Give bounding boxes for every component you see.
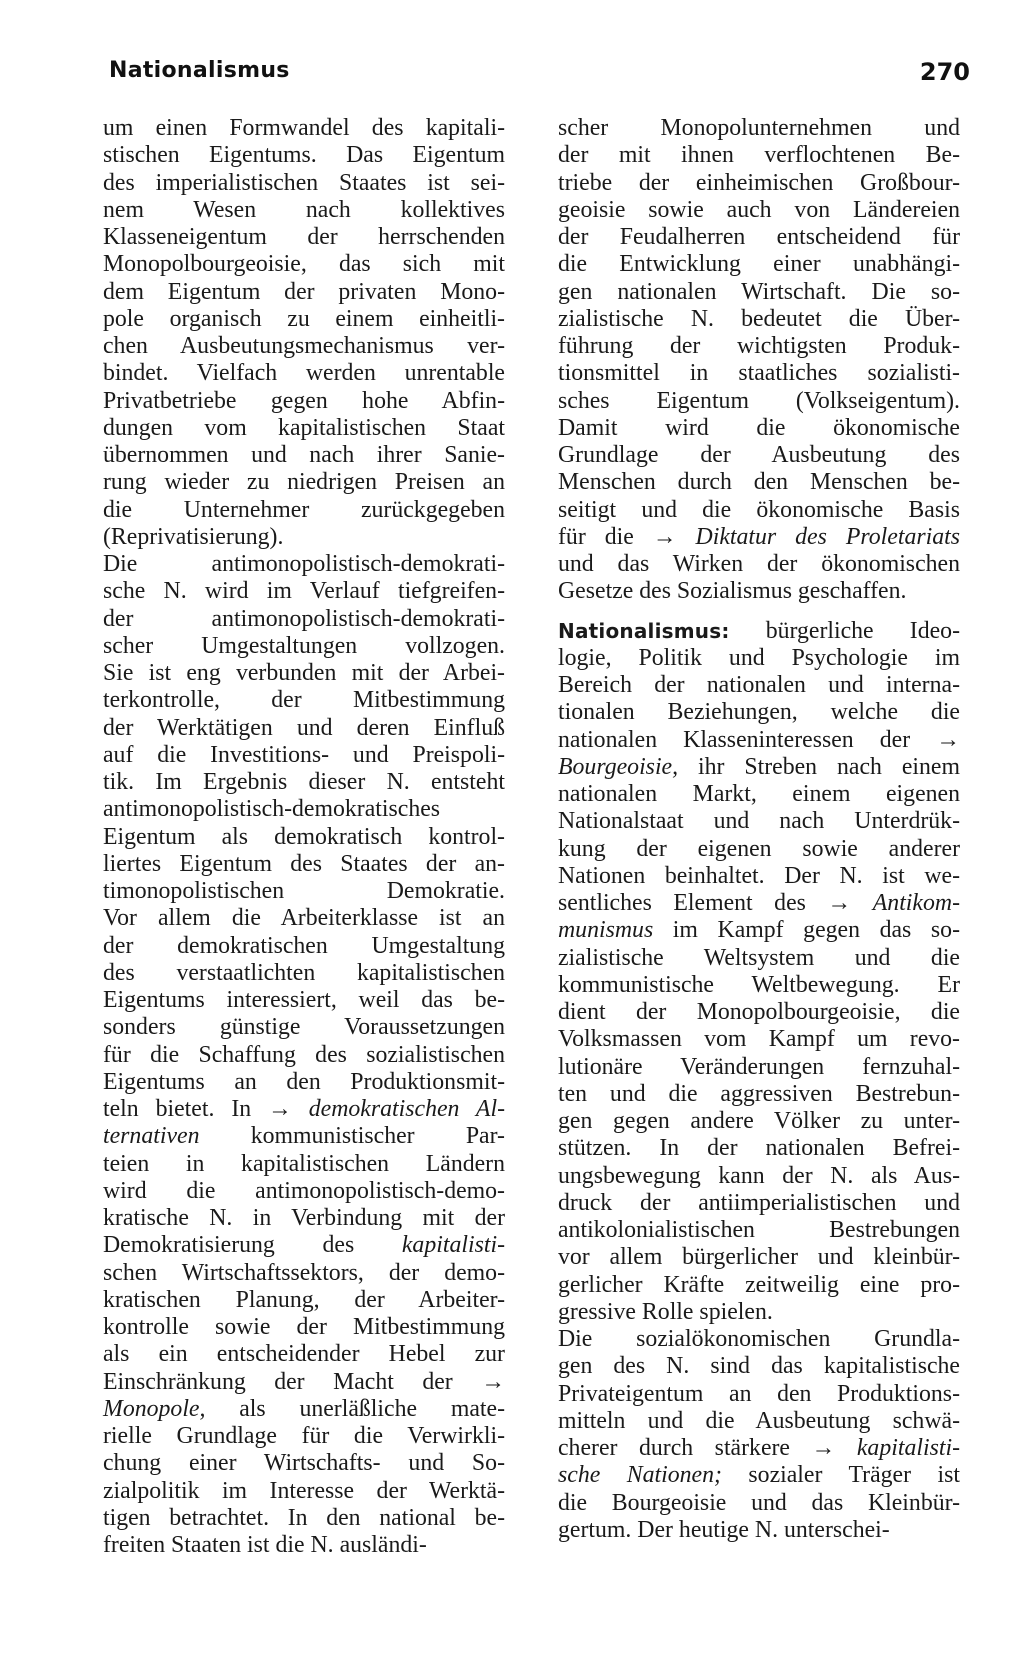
text-line: nem Wesen nach kollektives — [103, 196, 505, 223]
text-line: kratischen Planung, der Arbeiter- — [103, 1286, 505, 1313]
text-line: zialistische Weltsystem und die — [558, 944, 960, 971]
text-line: lutionäre Veränderungen fernzuhal- — [558, 1053, 960, 1080]
text-line: Monopolbourgeoisie, das sich mit — [103, 251, 505, 278]
text-line: pole organisch zu einem einheitli- — [103, 305, 505, 332]
text-line: Bourgeoisie, ihr Streben nach einem — [558, 753, 960, 780]
entry-separator — [558, 606, 960, 618]
text-line: Volksmassen vom Kampf um revo- — [558, 1026, 960, 1053]
text-line: terkontrolle, der Mitbestimmung — [103, 687, 505, 714]
text-line: scher Monopolunternehmen und — [558, 115, 960, 141]
page-number: 270 — [919, 58, 970, 86]
text-line: druck der antiimperialistischen und — [558, 1189, 960, 1216]
text-line: gen nationalen Wirtschaft. Die so- — [558, 278, 960, 305]
text-line: tionalen Beziehungen, welche die — [558, 699, 960, 726]
text-line: Monopole, als unerläßliche mate- — [103, 1395, 505, 1422]
text-line: liertes Eigentum des Staates der an- — [103, 850, 505, 877]
text-line: des verstaatlichten kapitalistischen — [103, 959, 505, 986]
text-line: Privatbetriebe gegen hohe Abfin- — [103, 387, 505, 414]
text-line: zialpolitik im Interesse der Werktä- — [103, 1477, 505, 1504]
text-line: teln bietet. In → demokratischen Al- — [103, 1096, 505, 1122]
text-line: timonopolistischen Demokratie. — [103, 878, 505, 904]
text-line: antimonopolistisch-demokratisches — [103, 796, 441, 823]
text-line: auf die Investitions- und Preispoli- — [103, 741, 505, 768]
text-line: als ein entscheidender Hebel zur — [103, 1341, 505, 1368]
text-line: Nationalstaat und nach Unterdrük- — [558, 808, 960, 835]
text-line: Privateigentum an den Produktions- — [558, 1380, 960, 1407]
text-line: antikolonialistischen Bestrebungen — [558, 1217, 960, 1243]
entry-first-line — [558, 618, 960, 645]
text-line: kommunistische Weltbewegung. Er — [558, 971, 960, 998]
text-line: sentliches Element des → Antikom- — [558, 890, 960, 916]
text-line: vor allem bürgerlicher und kleinbür- — [558, 1244, 960, 1271]
text-line: Klasseneigentum der herrschenden — [103, 224, 505, 250]
text-line: nationalen Klasseninteressen der → — [558, 726, 960, 753]
text-line: dient der Monopolbourgeoisie, die — [558, 999, 960, 1025]
text-line: Die antimonopolistisch-demokrati- — [103, 551, 505, 577]
text-line: stützen. In der nationalen Befrei- — [558, 1135, 960, 1162]
text-line: scher Umgestaltungen vollzogen. — [103, 632, 505, 659]
text-line: tik. Im Ergebnis dieser N. entsteht — [103, 769, 505, 795]
text-line: chen Ausbeutungsmechanismus ver- — [103, 333, 505, 359]
text-line: Grundlage der Ausbeutung des — [558, 442, 960, 468]
text-line: Gesetze des Sozialismus geschaffen. — [558, 578, 907, 605]
text-line: freiten Staaten ist die N. ausländi- — [103, 1532, 427, 1558]
text-line: kung der eigenen sowie anderer — [558, 835, 960, 862]
text-line: cherer durch stärkere → kapitalisti- — [558, 1435, 960, 1461]
text-line: Eigentum als demokratisch kontrol- — [103, 823, 505, 850]
text-line: logie, Politik und Psychologie im — [558, 644, 960, 671]
text-line: gen des N. sind das kapitalistische — [558, 1353, 960, 1380]
text-line: die Entwicklung einer unabhängi- — [558, 251, 960, 278]
text-line: Sie ist eng verbunden mit der Arbei- — [103, 660, 505, 686]
text-line: sonders günstige Voraussetzungen — [103, 1014, 505, 1041]
entry-definition-start: bürgerliche Ideo- — [729, 617, 960, 644]
text-line: rielle Grundlage für die Verwirkli- — [103, 1423, 505, 1449]
text-line: chung einer Wirtschafts- und So- — [103, 1450, 505, 1477]
text-line: der antimonopolistisch-demokrati- — [103, 605, 505, 632]
text-line: Die sozialökonomischen Grundla- — [558, 1326, 960, 1352]
text-line: gen gegen andere Völker zu unter- — [558, 1108, 960, 1134]
text-line: der demokratischen Umgestaltung — [103, 932, 505, 959]
text-line: gertum. Der heutige N. unterschei- — [558, 1516, 890, 1543]
text-line: wird die antimonopolistisch-demo- — [103, 1177, 505, 1204]
text-line: Damit wird die ökonomische — [558, 414, 960, 441]
text-line: führung der wichtigsten Produk- — [558, 333, 960, 359]
text-line: stischen Eigentums. Das Eigentum — [103, 142, 505, 169]
text-line: um einen Formwandel des kapitali- — [103, 115, 505, 141]
text-line: rung wieder zu niedrigen Preisen an — [103, 469, 505, 496]
text-line: Eigentums interessiert, weil das be- — [103, 987, 505, 1013]
text-line: der Werktätigen und deren Einfluß — [103, 714, 505, 741]
running-head: Nationalismus — [109, 58, 290, 83]
text-line: mitteln und die Ausbeutung schwä- — [558, 1407, 960, 1434]
text-line: übernommen und nach ihrer Sanie- — [103, 442, 505, 468]
text-line: tionsmittel in staatliches sozialisti- — [558, 360, 960, 387]
text-line: des imperialistischen Staates ist sei- — [103, 169, 505, 196]
text-line: teien in kapitalistischen Ländern — [103, 1150, 505, 1177]
text-line: sches Eigentum (Volkseigentum). — [558, 387, 960, 414]
text-line: und das Wirken der ökonomischen — [558, 551, 960, 577]
text-line: der mit ihnen verflochtenen Be- — [558, 142, 960, 169]
text-line: seitigt und die ökonomische Basis — [558, 496, 960, 523]
text-line: bindet. Vielfach werden unrentable — [103, 360, 505, 387]
text-line: kratische N. in Verbindung mit der — [103, 1205, 505, 1231]
text-line: tigen betrachtet. In den national be- — [103, 1504, 505, 1531]
text-line: ten und die aggressiven Bestrebun- — [558, 1080, 960, 1107]
text-line: (Reprivatisierung). — [103, 523, 284, 550]
text-line: Menschen durch den Menschen be- — [558, 469, 960, 496]
text-line: für die → Diktatur des Proletariats — [558, 523, 960, 550]
text-line: geoisie sowie auch von Ländereien — [558, 196, 960, 223]
text-line: nationalen Markt, einem eigenen — [558, 781, 960, 807]
text-line: die Unternehmer zurückgegeben — [103, 496, 505, 523]
text-line: Demokratisierung des kapitalisti- — [103, 1232, 505, 1259]
text-line: Bereich der nationalen und interna- — [558, 672, 960, 698]
text-line: munismus im Kampf gegen das so- — [558, 917, 960, 944]
text-line: zialistische N. bedeutet die Über- — [558, 305, 960, 332]
text-line: sche Nationen; sozialer Träger ist — [558, 1462, 960, 1489]
text-line: Einschränkung der Macht der → — [103, 1368, 505, 1395]
text-line: die Bourgeoisie und das Kleinbür- — [558, 1489, 960, 1516]
text-line: ungsbewegung kann der N. als Aus- — [558, 1162, 960, 1189]
text-line: schen Wirtschaftssektors, der demo- — [103, 1259, 505, 1286]
left-column — [103, 115, 505, 1559]
text-line: der Feudalherren entscheidend für — [558, 224, 960, 250]
text-line: für die Schaffung des sozialistischen — [103, 1041, 505, 1068]
text-line: kontrolle sowie der Mitbestimmung — [103, 1314, 505, 1340]
text-line: dem Eigentum der privaten Mono- — [103, 278, 505, 305]
text-line: sche N. wird im Verlauf tiefgreifen- — [103, 578, 505, 605]
text-line: Nationen beinhaltet. Der N. ist we- — [558, 862, 960, 889]
right-column — [558, 115, 960, 1544]
text-line: gressive Rolle spielen. — [558, 1298, 773, 1325]
text-line: Eigentums an den Produktionsmit- — [103, 1068, 505, 1095]
text-line: Vor allem die Arbeiterklasse ist an — [103, 905, 505, 932]
text-line: ternativen kommunistischer Par- — [103, 1123, 505, 1150]
entry-term: Nationalismus: — [558, 618, 730, 643]
text-line: triebe der einheimischen Großbour- — [558, 169, 960, 196]
text-line: dungen vom kapitalistischen Staat — [103, 414, 505, 441]
text-line: gerlicher Kräfte zeitweilig eine pro- — [558, 1271, 960, 1298]
